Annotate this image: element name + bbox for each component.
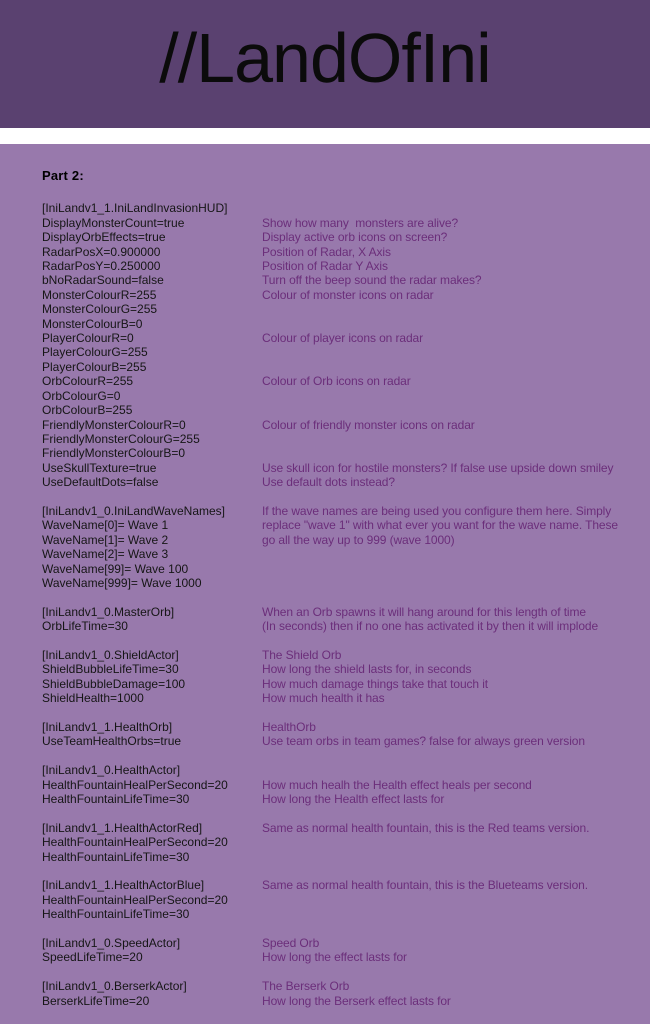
config-section xyxy=(42,821,650,864)
config-description: How long the Health effect lasts for xyxy=(262,791,445,806)
site-title: //LandOfIni xyxy=(159,19,491,97)
config-row xyxy=(42,835,650,849)
config-description: replace "wave 1" with what ever you want for the wave name. These xyxy=(262,518,618,533)
config-row xyxy=(42,850,650,864)
config-row xyxy=(42,273,650,287)
config-key: HealthFountainLifeTime=30 xyxy=(42,791,190,806)
config-row xyxy=(42,576,650,590)
config-row xyxy=(42,734,650,748)
config-key: FriendlyMonsterColourB=0 xyxy=(42,446,186,461)
config-key: WaveName[2]= Wave 3 xyxy=(42,547,169,562)
part-heading: Part 2: xyxy=(42,168,84,183)
config-row xyxy=(42,547,650,561)
config-row xyxy=(42,893,650,907)
config-description: Colour of player icons on radar xyxy=(262,331,423,346)
config-row xyxy=(42,720,650,734)
ini-section-header: [IniLandv1_1.HealthOrb] xyxy=(42,719,173,734)
config-row xyxy=(42,994,650,1008)
config-description: Use team orbs in team games? false for always green version xyxy=(262,734,585,749)
config-row xyxy=(42,778,650,792)
config-section xyxy=(42,878,650,921)
config-key: ShieldBubbleLifeTime=30 xyxy=(42,662,179,677)
config-row xyxy=(42,504,650,518)
config-row xyxy=(42,432,650,446)
config-key: DisplayOrbEffects=true xyxy=(42,230,166,245)
config-row xyxy=(42,230,650,244)
config-description: How long the effect lasts for xyxy=(262,950,407,965)
config-description: How long the shield lasts for, in seconds xyxy=(262,662,472,677)
ini-section-header: [IniLandv1_1.HealthActorBlue] xyxy=(42,878,205,893)
config-section xyxy=(42,648,650,706)
config-key: OrbLifeTime=30 xyxy=(42,619,128,634)
config-description: How much healh the Health effect heals per second xyxy=(262,777,532,792)
config-section xyxy=(42,936,650,965)
config-description: Position of Radar Y Axis xyxy=(262,259,388,274)
config-description: (In seconds) then if no one has activated it by then it will implode xyxy=(262,619,599,634)
config-key: PlayerColourB=255 xyxy=(42,359,147,374)
config-key: RadarPosY=0.250000 xyxy=(42,259,161,274)
divider-band xyxy=(0,128,650,144)
config-key: MonsterColourB=0 xyxy=(42,316,143,331)
config-description: How much damage things take that touch it xyxy=(262,676,489,691)
config-key: bNoRadarSound=false xyxy=(42,273,164,288)
config-key: SpeedLifeTime=20 xyxy=(42,950,143,965)
config-key: UseDefaultDots=false xyxy=(42,475,159,490)
config-description: Show how many monsters are alive? xyxy=(262,215,459,230)
config-section xyxy=(42,605,650,634)
config-key: WaveName[1]= Wave 2 xyxy=(42,532,169,547)
config-row xyxy=(42,605,650,619)
config-key: WaveName[0]= Wave 1 xyxy=(42,518,169,533)
config-row xyxy=(42,245,650,259)
config-key: HealthFountainHealPerSecond=20 xyxy=(42,777,228,792)
config-description: Use skull icon for hostile monsters? If false use upside down smiley xyxy=(262,460,614,475)
config-description: Position of Radar, X Axis xyxy=(262,244,391,259)
config-key: OrbColourG=0 xyxy=(42,388,121,403)
ini-section-header: [IniLandv1_0.IniLandWaveNames] xyxy=(42,503,225,518)
config-row xyxy=(42,475,650,489)
config-row xyxy=(42,302,650,316)
config-description: When an Orb spawns it will hang around for this length of time xyxy=(262,604,586,619)
config-row xyxy=(42,792,650,806)
config-row xyxy=(42,878,650,892)
config-row xyxy=(42,691,650,705)
config-description: If the wave names are being used you configure them here. Simply xyxy=(262,503,612,518)
config-key: HealthFountainHealPerSecond=20 xyxy=(42,892,228,907)
config-description: Same as normal health fountain, this is the Red teams version. xyxy=(262,820,590,835)
config-key: UseTeamHealthOrbs=true xyxy=(42,734,182,749)
config-description: go all the way up to 999 (wave 1000) xyxy=(262,532,455,547)
config-key: PlayerColourG=255 xyxy=(42,345,148,360)
config-row xyxy=(42,763,650,777)
config-row xyxy=(42,446,650,460)
config-description: The Shield Orb xyxy=(262,647,342,662)
content xyxy=(0,144,650,1008)
config-row xyxy=(42,648,650,662)
config-description: Turn off the beep sound the radar makes? xyxy=(262,273,482,288)
config-description: Display active orb icons on screen? xyxy=(262,230,448,245)
config-key: RadarPosX=0.900000 xyxy=(42,244,161,259)
config-section xyxy=(42,979,650,1008)
config-section xyxy=(42,763,650,806)
config-description: The Berserk Orb xyxy=(262,979,350,994)
config-row xyxy=(42,950,650,964)
ini-section-header: [IniLandv1_0.ShieldActor] xyxy=(42,647,179,662)
config-row xyxy=(42,562,650,576)
ini-section-header: [IniLandv1_1.IniLandInvasionHUD] xyxy=(42,201,228,216)
config-key: ShieldBubbleDamage=100 xyxy=(42,676,186,691)
config-key: OrbColourB=255 xyxy=(42,403,133,418)
config-description: HealthOrb xyxy=(262,719,316,734)
config-key: HealthFountainHealPerSecond=20 xyxy=(42,835,228,850)
config-description: Colour of monster icons on radar xyxy=(262,287,434,302)
config-key: UseSkullTexture=true xyxy=(42,460,157,475)
config-row xyxy=(42,389,650,403)
config-description: Same as normal health fountain, this is the Blueteams version. xyxy=(262,878,588,893)
config-key: MonsterColourG=255 xyxy=(42,302,158,317)
config-row xyxy=(42,936,650,950)
config-description: Speed Orb xyxy=(262,936,320,950)
config-key: HealthFountainLifeTime=30 xyxy=(42,849,190,864)
config-row xyxy=(42,979,650,993)
config-row xyxy=(42,821,650,835)
config-key: PlayerColourR=0 xyxy=(42,331,134,346)
config-description: Colour of Orb icons on radar xyxy=(262,374,411,389)
config-row xyxy=(42,259,650,273)
config-key: BerserkLifeTime=20 xyxy=(42,993,150,1008)
ini-section-header: [IniLandv1_0.MasterOrb] xyxy=(42,604,175,619)
config-description: How much health it has xyxy=(262,691,385,706)
config-row xyxy=(42,461,650,475)
config-row xyxy=(42,677,650,691)
config-key: FriendlyMonsterColourR=0 xyxy=(42,417,186,432)
config-key: ShieldHealth=1000 xyxy=(42,691,144,706)
config-row xyxy=(42,288,650,302)
ini-section-header: [IniLandv1_0.HealthActor] xyxy=(42,763,181,778)
ini-section-header: [IniLandv1_0.BerserkActor] xyxy=(42,979,187,994)
config-row xyxy=(42,518,650,532)
config-row xyxy=(42,418,650,432)
config-row xyxy=(42,907,650,921)
config-key: DisplayMonsterCount=true xyxy=(42,215,185,230)
config-section xyxy=(42,504,650,590)
config-row xyxy=(42,216,650,230)
config-row xyxy=(42,374,650,388)
config-row xyxy=(42,331,650,345)
config-row xyxy=(42,345,650,359)
config-key: MonsterColourR=255 xyxy=(42,287,157,302)
config-sections xyxy=(42,201,650,1008)
config-key: FriendlyMonsterColourG=255 xyxy=(42,431,200,446)
config-section xyxy=(42,720,650,749)
config-description: Use default dots instead? xyxy=(262,475,395,490)
config-key: WaveName[999]= Wave 1000 xyxy=(42,575,202,590)
ini-section-header: [IniLandv1_0.SpeedActor] xyxy=(42,936,181,950)
config-row xyxy=(42,201,650,215)
config-row xyxy=(42,317,650,331)
config-row xyxy=(42,403,650,417)
page-header xyxy=(0,0,650,128)
config-row xyxy=(42,662,650,676)
config-key: HealthFountainLifeTime=30 xyxy=(42,907,190,922)
config-key: OrbColourR=255 xyxy=(42,374,134,389)
ini-section-header: [IniLandv1_1.HealthActorRed] xyxy=(42,820,203,835)
config-row xyxy=(42,533,650,547)
config-description: Colour of friendly monster icons on radar xyxy=(262,417,475,432)
config-description: How long the Berserk effect lasts for xyxy=(262,993,451,1008)
config-row xyxy=(42,619,650,633)
config-row xyxy=(42,360,650,374)
config-key: WaveName[99]= Wave 100 xyxy=(42,561,189,576)
config-section xyxy=(42,201,650,489)
